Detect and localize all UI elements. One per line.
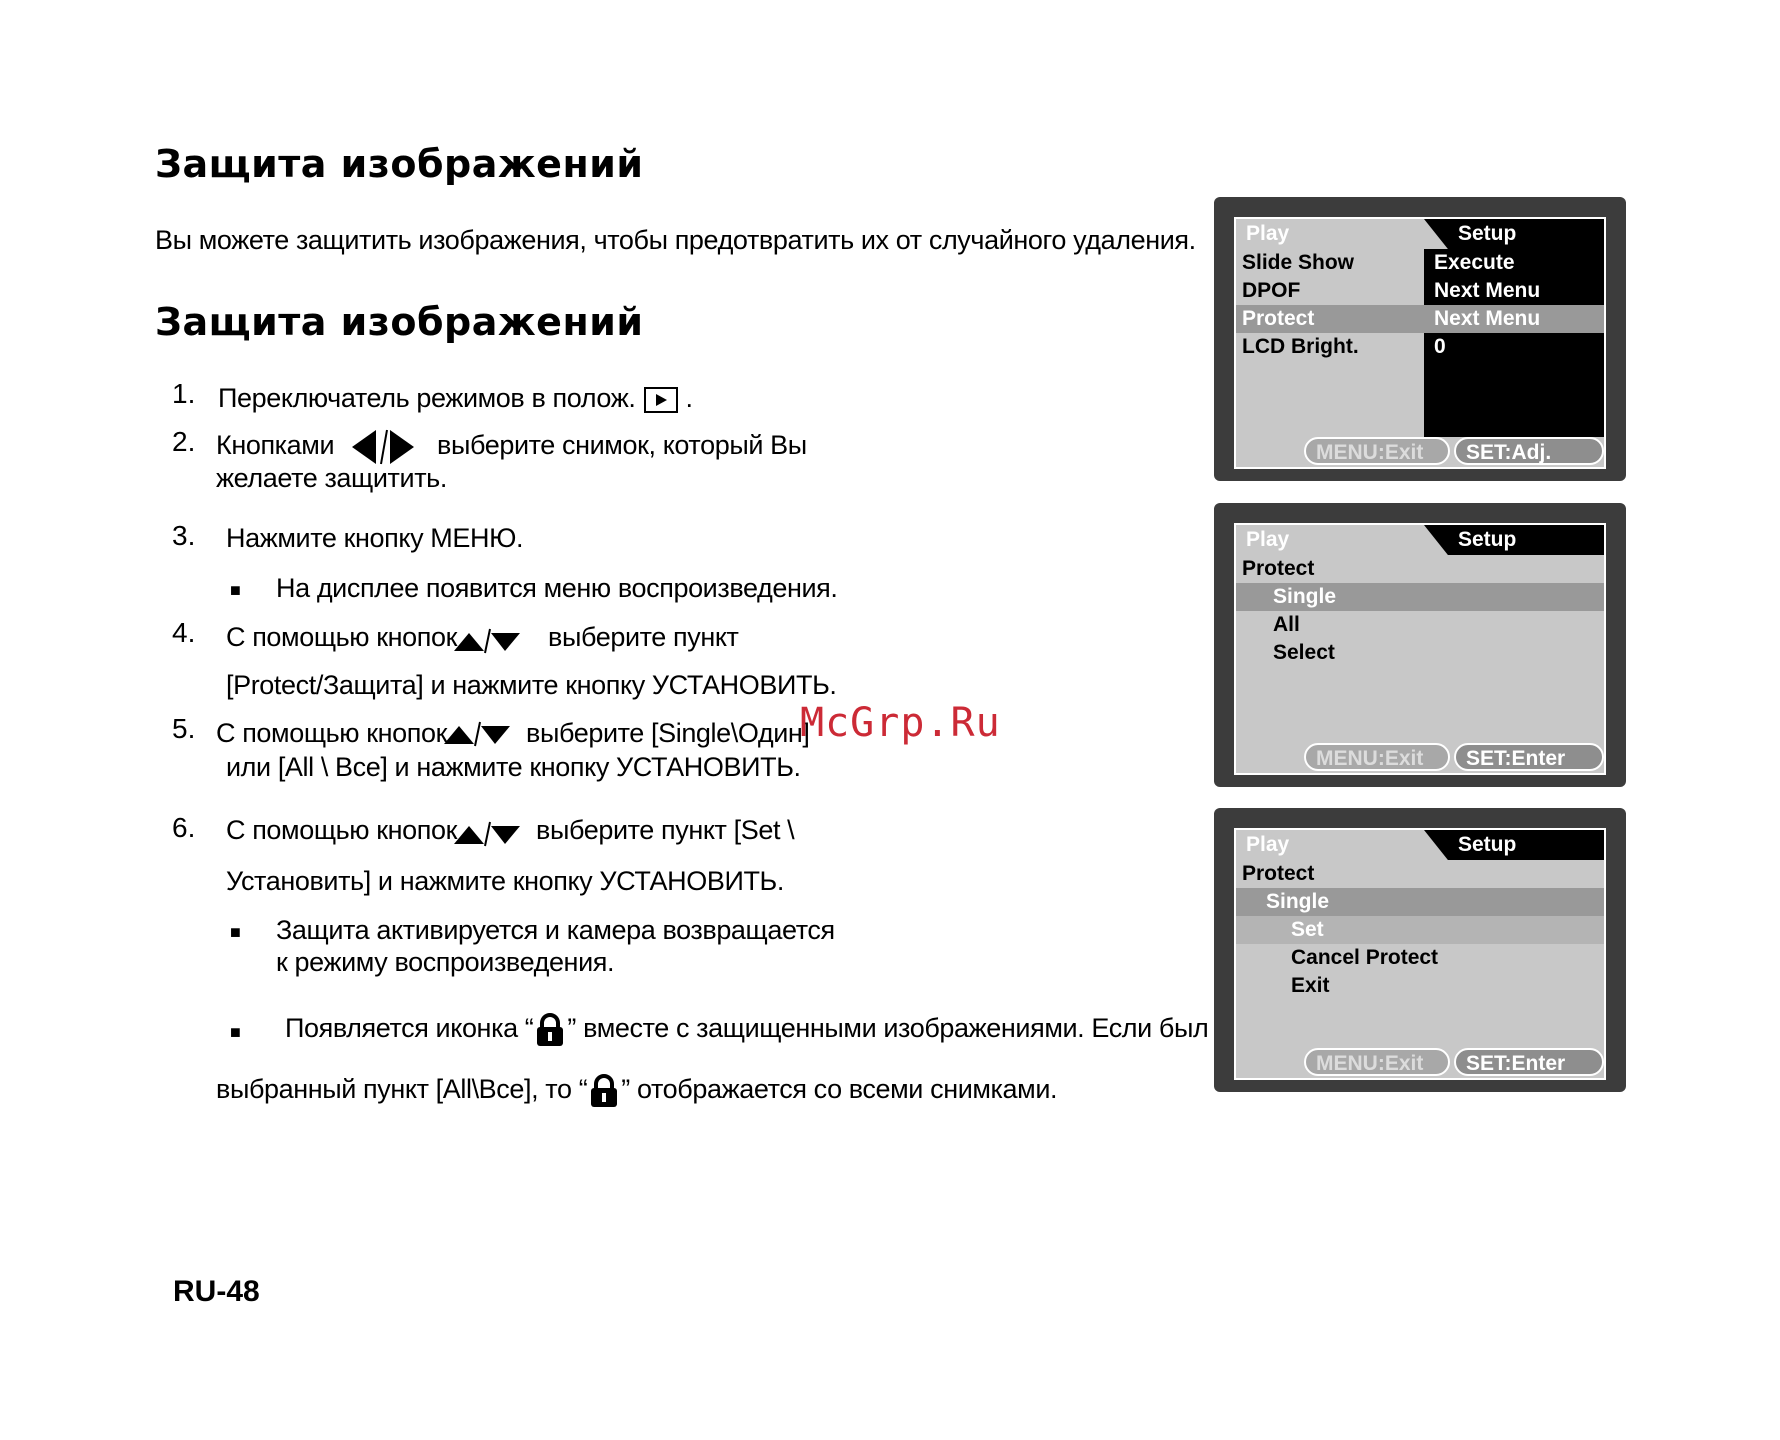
step-6-text-a: С помощью кнопок xyxy=(226,815,458,845)
page-title: Защита изображений xyxy=(155,142,644,186)
lock-icon xyxy=(589,1074,619,1108)
step-6-bullet-2 xyxy=(285,1013,1208,1047)
tab-setup: Setup xyxy=(1458,833,1517,856)
page-number: RU-48 xyxy=(173,1275,260,1308)
step-5-text-b: выберите [Single\Один] xyxy=(526,718,810,748)
menu-header-protect: Protect xyxy=(1242,862,1315,885)
tab-bar xyxy=(1236,219,1604,249)
step-2-number: 2. xyxy=(172,426,196,457)
step-6-bullet-1a: Защита активируется и камера возвращается xyxy=(276,915,835,945)
lcd-display xyxy=(1234,523,1606,775)
section-title: Защита изображений xyxy=(155,300,644,344)
step-6-text-b: выберите пункт [Set \ xyxy=(536,815,795,845)
menu-value-brightness: 0 xyxy=(1434,335,1446,358)
step-2-text-b: выберите снимок, который Вы xyxy=(437,430,807,460)
footer-menu-exit: MENU:Exit xyxy=(1304,1048,1450,1076)
camera-screen-setup-menu xyxy=(1214,197,1626,481)
lcd-display xyxy=(1234,217,1606,469)
menu-item-single: Single xyxy=(1273,585,1337,608)
playback-mode-icon xyxy=(644,387,678,413)
menu-item-single: Single xyxy=(1266,890,1330,913)
menu-item-protect: Protect xyxy=(1242,307,1315,330)
footer-set-enter: SET:Enter xyxy=(1454,1048,1604,1076)
step-1-text xyxy=(218,383,693,414)
footer-set-adj: SET:Adj. xyxy=(1454,437,1604,465)
tab-setup: Setup xyxy=(1458,528,1517,551)
step-6-text-c: Установить] и нажмите кнопку УСТАНОВИТЬ. xyxy=(226,866,784,896)
footer-set-enter: SET:Enter xyxy=(1454,743,1604,771)
up-down-arrows-icon xyxy=(452,627,522,655)
step-3-number: 3. xyxy=(172,520,196,551)
step-4-text-b: выберите пункт xyxy=(548,622,739,652)
menu-item-all: All xyxy=(1273,613,1300,636)
step-6-bullet-2c: выбранный пункт [All\Все], то “ xyxy=(216,1074,588,1105)
menu-item-set: Set xyxy=(1291,918,1324,941)
menu-header-protect: Protect xyxy=(1242,557,1315,580)
bullet-icon: ■ xyxy=(230,1022,241,1042)
tab-play: Play xyxy=(1246,528,1290,551)
menu-item-cancel-protect: Cancel Protect xyxy=(1291,946,1439,969)
menu-item-exit: Exit xyxy=(1291,974,1330,997)
lcd-display xyxy=(1234,828,1606,1080)
tab-play: Play xyxy=(1246,222,1290,245)
watermark: McGrp.Ru xyxy=(800,700,1001,746)
step-1-text-a: Переключатель режимов в полож. xyxy=(218,383,636,413)
tab-play: Play xyxy=(1246,833,1290,856)
tab-bar xyxy=(1236,525,1604,555)
menu-value-next-menu: Next Menu xyxy=(1434,307,1541,330)
menu-item-select: Select xyxy=(1273,641,1335,664)
step-4-text-a: С помощью кнопок xyxy=(226,622,458,652)
step-4-text-c: [Protect/Защита] и нажмите кнопку УСТАНОВИТЬ. xyxy=(226,670,837,700)
camera-screen-protect-menu xyxy=(1214,503,1626,787)
step-6-bullet-2b: ” вместе с защищенными изображениями. Если был xyxy=(567,1013,1209,1044)
step-3-text: Нажмите кнопку МЕНЮ. xyxy=(226,523,524,553)
step-6-number: 6. xyxy=(172,812,196,843)
intro-text: Вы можете защитить изображения, чтобы предотвратить их от случайного удаления. xyxy=(155,225,1196,255)
step-6-bullet-1b: к режиму воспроизведения. xyxy=(276,947,615,977)
step-2-text-a: Кнопками xyxy=(216,430,335,460)
lock-icon xyxy=(535,1013,565,1047)
step-3-bullet: На дисплее появится меню воспроизведения. xyxy=(276,573,838,603)
tab-bar xyxy=(1236,830,1604,860)
step-1-text-b: . xyxy=(685,383,693,413)
left-right-arrows-icon xyxy=(350,428,416,466)
bullet-icon: ■ xyxy=(230,922,241,942)
camera-screen-protect-single-menu xyxy=(1214,808,1626,1092)
up-down-arrows-icon xyxy=(442,720,512,748)
step-1-number: 1. xyxy=(172,378,196,409)
menu-value-next-menu: Next Menu xyxy=(1434,279,1541,302)
menu-item-dpof: DPOF xyxy=(1242,279,1301,302)
footer-menu-exit: MENU:Exit xyxy=(1304,743,1450,771)
step-4-number: 4. xyxy=(172,617,196,648)
step-5-text-a: С помощью кнопок xyxy=(216,718,448,748)
menu-item-lcd-bright: LCD Bright. xyxy=(1242,335,1359,358)
footer-menu-exit: MENU:Exit xyxy=(1304,437,1450,465)
menu-value-execute: Execute xyxy=(1434,251,1515,274)
up-down-arrows-icon xyxy=(452,820,522,848)
step-6-bullet-2-cont xyxy=(216,1074,1057,1108)
step-6-bullet-2d: ” отображается со всеми снимками. xyxy=(621,1074,1058,1105)
step-5-text-c: или [All \ Все] и нажмите кнопку УСТАНОВИТЬ. xyxy=(226,752,801,782)
step-2-text-c: желаете защитить. xyxy=(216,463,447,493)
tab-setup: Setup xyxy=(1458,222,1517,245)
bullet-icon: ■ xyxy=(230,580,241,600)
menu-item-slide-show: Slide Show xyxy=(1242,251,1355,274)
step-6-bullet-2a: Появляется иконка “ xyxy=(285,1013,534,1044)
step-5-number: 5. xyxy=(172,713,196,744)
